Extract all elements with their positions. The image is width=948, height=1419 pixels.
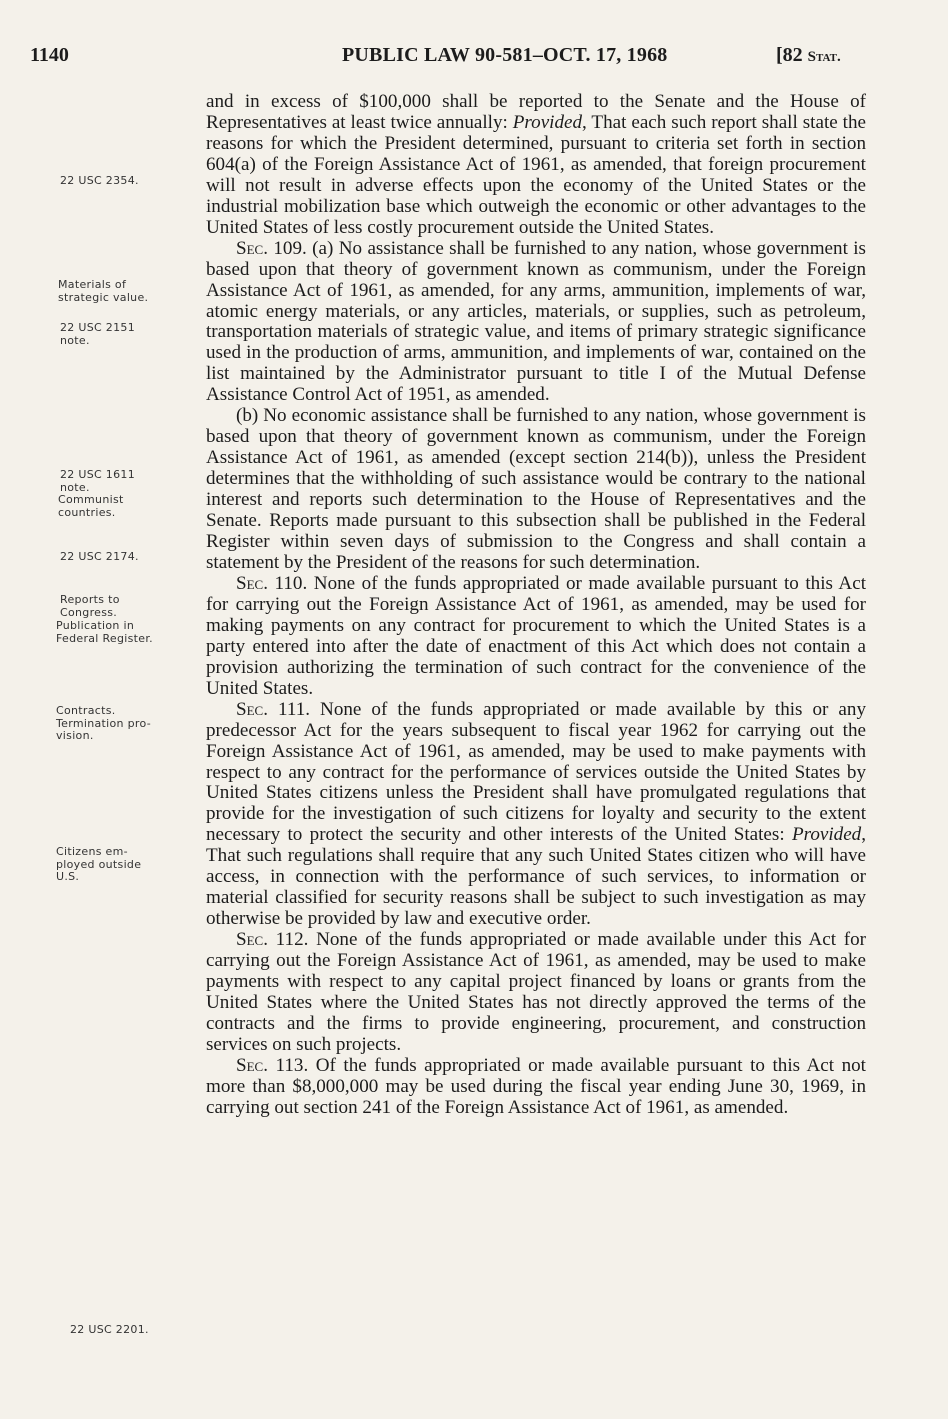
statute-abbrev: Stat. [807, 49, 841, 65]
margin-note-usc-2174: 22 USC 2174. [60, 550, 139, 563]
margin-note-usc-1611: 22 USC 1611 note. [60, 468, 135, 494]
margin-note-citizens-employed: Citizens em- ployed outside U.S. [56, 845, 142, 883]
statute-bracket: [82 [776, 44, 808, 66]
section-113 [206, 1056, 866, 1119]
page-header [0, 0, 948, 80]
section-111 [206, 700, 866, 930]
paragraph-continuation [206, 92, 866, 239]
page-number: 1140 [30, 44, 69, 66]
margin-note-federal-register: Publication in Federal Register. [56, 619, 153, 645]
section-text: None of the funds appropriated or made available by this or any predecessor Act for the years subsequent to fiscal year 1962 for carrying out the Foreign Assistance Act of 1961, as amended, may be used to make payments with respect to any contract for the performance of services outside the United States by United States citizens unless the President shall have promulgated regulations that provide for the investigation of such citizens for loyalty and security to the extent necessary to protect the security and other interests of the United States: [206, 698, 866, 846]
margin-note-reports-congress: Reports to Congress. [60, 593, 120, 619]
section-112 [206, 930, 866, 1056]
section-label: Sec. 110. [236, 572, 308, 594]
statute-reference [776, 44, 841, 67]
provided-italic: Provided [791, 824, 862, 846]
margin-note-usc-2201: 22 USC 2201. [70, 1323, 149, 1336]
margin-note-usc-2151: 22 USC 2151 note. [60, 321, 135, 347]
section-110 [206, 574, 866, 700]
section-label: Sec. 112. [236, 929, 309, 951]
section-text: (a) No assistance shall be furnished to any nation, whose government is based upon that theory of government known as communism, under the Foreign Assistance Act of 1961, as amended, for any arms, ammunition, implements of war, atomic energy materials, or any articles, materials, or supplies, such as petroleum, transportation materials of strategic value, and items of primary strategic significance used in the production of arms, ammunition, and implements of war, contained on the list maintained by the Administrator pursuant to title I of the Mutual Defense Assistance Control Act of 1951, as amended. [206, 237, 866, 406]
margin-note-communist-countries: Communist countries. [58, 493, 124, 519]
margin-note-usc-2354: 22 USC 2354. [60, 174, 139, 187]
section-text: None of the funds appropriated or made available under this Act for carrying out the Foreign Assistance Act of 1961, as amended, may be used to make payments with respect to any capital project financed by loans or grants from the United States where the United States has not directly approved the terms of the contracts and the firms to provide engineering, procurement, and construction services on such projects. [206, 929, 866, 1055]
section-text: None of the funds appropriated or made available pursuant to this Act for carrying out the Foreign Assistance Act of 1961, as amended, may be used for making payments on any contract for procurement to which the United States is a party entered into after the date of enactment of this Act which does not contain a provision authorizing the termination of such contract for the convenience of the United States. [206, 572, 867, 699]
section-label: Sec. 109. [236, 237, 307, 259]
section-text: Of the funds appropriated or made available pursuant to this Act not more than $8,000,000 may be used during the fiscal year ending June 30, 1969, in carrying out section 241 of the Foreign Assistance Act of 1961, as amended. [206, 1054, 866, 1118]
margin-note-contracts: Contracts. Termination pro- vision. [56, 704, 151, 742]
paragraph-text: , That each such report shall state the reasons for which the President determined, pursuant to criteria set forth in section 604(a) of the Foreign Assistance Act of 1961, as amended, that foreign procurement will not result in adverse effects upon the economy of the United States or the industrial mobilization base which outweigh the economic or other advantages to the United States of less costly procurement outside the United States. [206, 111, 866, 238]
running-title: PUBLIC LAW 90-581–OCT. 17, 1968 [342, 44, 668, 66]
paragraph-text: and in excess of $100,000 shall be reported to the Senate and the House of Representatives at least twice annually: [206, 91, 866, 133]
margin-note-materials-strategic: Materials of strategic value. [58, 278, 149, 304]
section-text: (b) No economic assistance shall be furnished to any nation, whose government is based upon that theory of government known as communism, under the Foreign Assistance Act of 1961, as amended (except section 214(b)), unless the President determines that the withholding of such assistance would be contrary to the national interest and reports such determination to the House of Representatives and the Senate. Reports made pursuant to this subsection shall be published in the Federal Register within seven days of submission to the Congress and shall contain a statement by the President of the reasons for such determination. [206, 405, 866, 573]
statute-body [206, 92, 866, 1119]
section-label: Sec. 113. [236, 1054, 309, 1076]
provided-italic: Provided [512, 111, 583, 133]
section-109-b [206, 406, 866, 574]
section-label: Sec. 111. [236, 698, 311, 720]
section-109-a [206, 239, 866, 407]
section-text: , That such regulations shall require that any such United States citizen who will have access, in connection with the performance of such services, to information or material classified for security reasons shall be subject to such investigation as may otherwise be provided by law and executive order. [206, 824, 866, 930]
